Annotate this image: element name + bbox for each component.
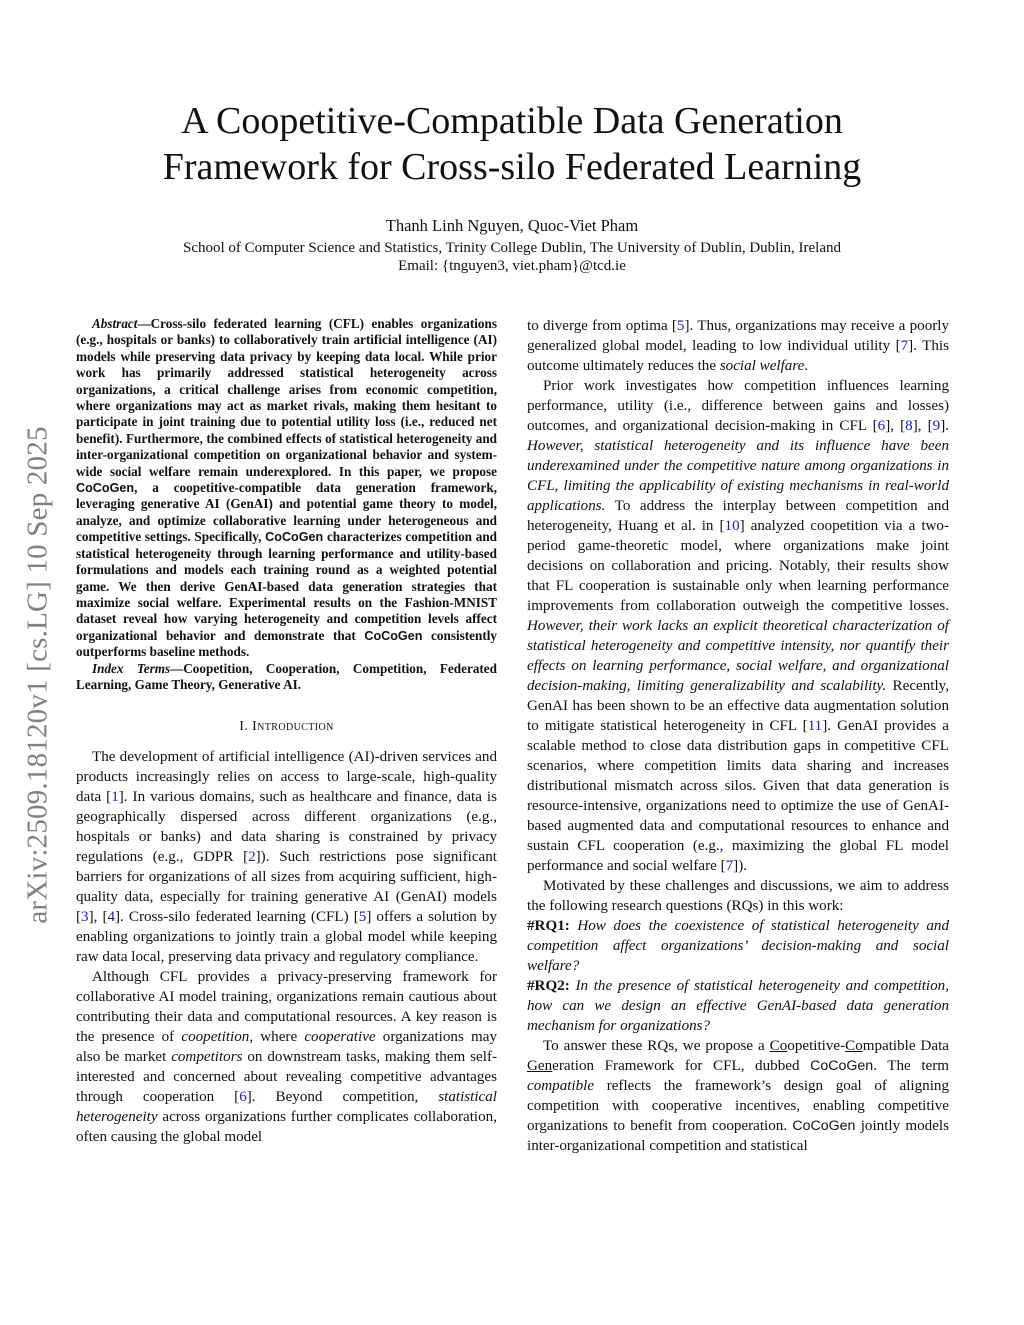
citation-link[interactable]: 5 (676, 318, 685, 334)
abstract-lead: Abstract (92, 316, 138, 331)
intro-paragraph-2-cont: to diverge from optima [5]. Thus, organizations may receive a poorly generalized global model, leading to low individual utility [7]. This outcome ultimately reduces the social welfare. (527, 318, 950, 374)
citation-link[interactable]: 3 (81, 909, 89, 926)
rq1-label: #RQ1: (527, 918, 570, 934)
citation-link[interactable]: 10 (724, 518, 740, 534)
index-terms (76, 661, 497, 694)
abstract-text-3: characterizes competition and statistical heterogeneity through learning performance and utility-based formulations and models each training round as a weighted potential game. We then derive GenAI-based data generation strategies that maximize social welfare. Experimental results on the Fashion-MNIST dataset reveal how varying heterogeneity and competition levels affect organizational behavior and demonstrate that (76, 529, 497, 643)
research-question-2 (527, 976, 949, 1036)
abstract-text-1: —Cross-silo federated learning (CFL) enables organizations (e.g., hospitals or banks) to collaboratively train artificial intelligence (AI) models while preserving data privacy by keeping data local. While prior work has primarily addressed statistical heterogeneity across organizations, a critical challenge arises from economic competition, where organizations may act as market rivals, making them hesitant to participate in joint training due to potential utility loss (i.e., reduced net benefit). Furthermore, the combined effects of statistical heterogeneity and inter-organizational competition on organizational behavior and system-wide social welfare remain underexplored. In this paper, we propose (76, 316, 497, 479)
intro-paragraph-1: The development of artificial intelligence (AI)-driven services and products increasingly relies on access to large-scale, high-quality data [1]. In various domains, such as healthcare and finance, data is geographically dispersed across different organizations (e.g., hospitals or banks) and data sharing is constrained by privacy regulations (e.g., GDPR [2]). Such restrictions pose significant barriers for organizations of all sizes from acquiring sufficient, high-quality data, especially for training generative AI (GenAI) models [3], [4]. Cross-silo federated learning (CFL) [5] offers a solution by enabling organizations to jointly train a global model while keeping raw data local, preserving data privacy and regulatory compliance. (76, 749, 497, 966)
section-numeral: I. (239, 719, 249, 735)
framework-name: CoCoGen (792, 1118, 856, 1134)
citation-link[interactable]: 9 (932, 418, 941, 434)
intro-paragraph-4: Motivated by these challenges and discussions, we aim to address the following research questions (RQs) in this work: (527, 878, 949, 914)
framework-name: CoCoGen (810, 1058, 874, 1074)
section-title: Introduction (252, 719, 334, 735)
framework-name: CoCoGen (364, 628, 423, 643)
rq2-text: In the presence of statistical heterogeneity and competition, how can we design an effective GenAI-based data generation mechanism for organizations? (527, 978, 949, 1034)
arxiv-stamp-text: arXiv:2509.18120v1 [cs.LG] 10 Sep 2025 (21, 426, 54, 924)
abstract (76, 316, 497, 661)
citation-link[interactable]: 8 (905, 418, 913, 434)
research-question-1 (527, 916, 949, 976)
citation-link[interactable]: 7 (725, 858, 734, 874)
citation-link[interactable]: 7 (900, 338, 909, 354)
affiliation: School of Computer Science and Statistics, Trinity College Dublin, The University of Dublin, Dublin, Ireland (183, 240, 841, 256)
framework-name: CoCoGen (76, 481, 135, 496)
abstract-text-4: consistently outperforms baseline methods. (76, 627, 497, 660)
arxiv-stamp (8, 375, 68, 975)
title-line-1: A Coopetitive-Compatible Data Generation (181, 100, 843, 142)
citation-link[interactable]: 6 (239, 1089, 247, 1106)
intro-paragraph-2: Although CFL provides a privacy-preserving framework for collaborative AI model training, organizations remain cautious about contributing their data and computational resources. A key reason is the presence of coopetition, where cooperative organizations may also be market competitors on downstream tasks, making them self-interested and concerned about revealing competitive advantages through cooperation [6]. Beyond competition, statistical heterogeneity across organizations further complicates collaboration, often causing the global model (76, 969, 498, 1146)
framework-name: CoCoGen (265, 530, 324, 545)
left-column (76, 316, 497, 1147)
citation-link[interactable]: 5 (358, 909, 367, 926)
rq2-label: #RQ2: (527, 978, 570, 994)
rq1-text: How does the coexistence of statistical heterogeneity and competition affect organizations’ decision-making and social welfare? (527, 918, 950, 974)
right-column (527, 316, 949, 1156)
citation-link[interactable]: 1 (111, 789, 119, 806)
intro-paragraph-5: To answer these RQs, we propose a Coopetitive-Compatible Data Generation Framework for CFL, dubbed CoCoGen. The term compatible reflects the framework’s design goal of aligning competition with cooperative incentives, enabling competitive organizations to benefit from cooperation. CoCoGen jointly models inter-organizational competition and statistical (527, 1038, 949, 1154)
citation-link[interactable]: 4 (107, 909, 116, 926)
citation-link[interactable]: 11 (807, 718, 823, 734)
paper-title (100, 98, 924, 190)
section-heading (76, 719, 497, 735)
citation-link[interactable]: 2 (248, 849, 256, 866)
index-terms-text: —Coopetition, Cooperation, Competition, Federated Learning, Game Theory, Generative AI. (76, 660, 497, 692)
title-line-2: Framework for Cross-silo Federated Learning (162, 146, 862, 188)
abstract-text-2: , a coopetitive-compatible data generation framework, leveraging generative AI (GenAI) and potential game theory to model, analyze, and optimize collaborative learning under heterogeneous and competitive settings. Specifically, (76, 480, 497, 545)
authors: Thanh Linh Nguyen, Quoc-Viet Pham (385, 216, 639, 235)
intro-paragraph-3: Prior work investigates how competition influences learning performance, utility (i.e., difference between gains and losses) outcomes, and organizational decision-making in CFL [6], [8], [9]. However, statistical heterogeneity and its influence have been underexamined under the competitive nature among organizations in CFL, limiting the applicability of existing mechanisms in real-world applications. To address the interplay between competition and heterogeneity, Huang et al. in [10] analyzed coopetition via a two-period game-theoretic model, where organizations make joint decisions on collaboration and pricing. Notably, their results show that FL cooperation is sustainable only when learning performance improvements from collaboration outweigh the competitive losses. However, their work lacks an explicit theoretical characterization of statistical heterogeneity and competitive intensity, nor quantify their effects on learning performance, social welfare, and organizational decision-making, limiting generalizability and scalability. Recently, GenAI has been shown to be an effective data augmentation solution to mitigate statistical heterogeneity in CFL [11]. GenAI provides a scalable method to close data distribution gaps in competitive CFL scenarios, where competition limits data sharing and increases distributional mismatch across silos. Given that data generation is resource-intensive, organizations need to optimize the use of GenAI-based augmented data and computational resources to enhance and sustain CFL cooperation (e.g., maximizing the global FL model performance and social welfare [7]). (527, 378, 950, 874)
index-terms-lead: Index Terms (92, 660, 171, 676)
citation-link[interactable]: 6 (877, 418, 886, 434)
email: Email: {tnguyen3, viet.pham}@tcd.ie (398, 258, 626, 274)
